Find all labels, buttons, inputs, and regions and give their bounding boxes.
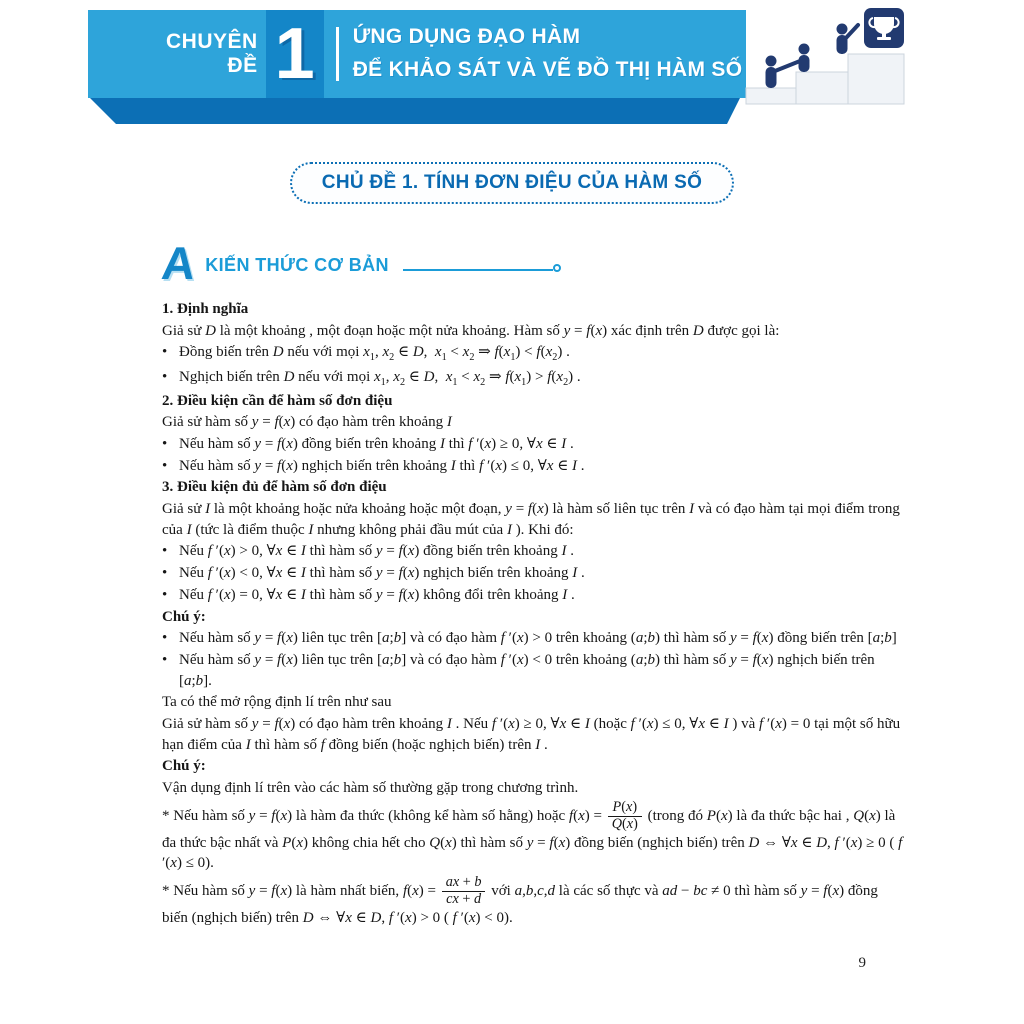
content-block <box>162 650 906 691</box>
content-block: Giả sử D là một khoảng , một đoạn hoặc một nửa khoảng. Hàm số y = f(x) xác định trên D được gọi là: <box>162 322 780 339</box>
bullet-text: Đồng biến trên D nếu với mọi $x_1$, $x_2$ ∈ D, $x_1 < x_2$ ⇒ $f(x_1) < f(x_2)$ . <box>179 344 570 364</box>
content-block: Giả sử hàm số y = f(x) có đạo hàm trên khoảng I <box>162 414 452 431</box>
bullet-icon: • <box>162 543 168 560</box>
content-block <box>162 541 906 562</box>
bullet-text: Nếu hàm số y = f(x) liên tục trên [a;b] và có đạo hàm f ′(x) < 0 trên khoảng (a;b) thì hàm số y = f(x) nghịch biến trên [a;b]. <box>179 651 875 689</box>
trophy-icon <box>864 8 904 48</box>
chapter-title <box>353 21 743 86</box>
content-block <box>162 367 906 390</box>
content-block: * Nếu hàm số y = f(x) là hàm đa thức (không kể hàm số hằng) hoặc f(x) = $\frac{P(x)}{Q(x)}$ (trong đó P(x) là đa thức bậc hai , Q(x) là đa thức bậc nhất và P(x) không chia hết cho Q(x) thì hàm số y = f(x) đồng biến (nghịch biến) trên D ⇔ ∀x ∈ D, f ′(x) ≥ 0 ( f ′(x) ≤ 0). <box>162 798 903 872</box>
content-block <box>162 456 906 477</box>
chapter-number: 1 <box>274 14 315 94</box>
content-block: 2. Điều kiện cần để hàm số đơn điệu <box>162 392 393 409</box>
bullet-icon: • <box>162 436 168 452</box>
chapter-label-line2: ĐỀ <box>227 54 258 77</box>
bullet-icon: • <box>162 586 168 603</box>
chapter-number-panel <box>266 10 324 98</box>
bullet-icon: • <box>162 368 168 385</box>
content-block: * Nếu hàm số y = f(x) là hàm nhất biến, f(x) = $\frac{ax + b}{cx + d}$ với a,b,c,d là các số thực và ad − bc ≠ 0 thì hàm số y = f(x) đồng biến (nghịch biến) trên D ⇔ ∀x ∈ D, f ′(x) > 0 ( f ′(x) < 0). <box>162 873 878 926</box>
bullet-icon: • <box>162 344 168 361</box>
bullet-icon: • <box>162 565 168 582</box>
content-block <box>162 585 906 606</box>
content-block: Vận dụng định lí trên vào các hàm số thường gặp trong chương trình. <box>162 780 579 796</box>
bullet-text: Nếu hàm số y = f(x) nghịch biến trên khoảng I thì f ′(x) ≤ 0, ∀x ∈ I . <box>179 457 585 474</box>
banner-background <box>88 10 746 98</box>
content-block: Giả sử I là một khoảng hoặc nửa khoảng hoặc một đoạn, y = f(x) là hàm số liên tục trên I và có đạo hàm tại mọi điểm trong của I (tức là điểm thuộc I nhưng không phải đầu mút của I ). Khi đó: <box>162 501 900 538</box>
section-letter-icon: A <box>159 237 199 289</box>
chapter-label <box>166 30 258 77</box>
bullet-text: Nếu f ′(x) > 0, ∀x ∈ I thì hàm số y = f(x) đồng biến trên khoảng I . <box>179 543 574 560</box>
content-block <box>162 342 906 365</box>
content-block: Giả sử hàm số y = f(x) có đạo hàm trên khoảng I . Nếu f ′(x) ≥ 0, ∀x ∈ I (hoặc f ′(x) ≤ 0, ∀x ∈ I ) và f ′(x) = 0 tại một số hữu hạn điểm của I thì hàm số f đồng biến (hoặc nghịch biến) trên I . <box>162 715 901 753</box>
section-line-dot <box>553 264 561 272</box>
topic-heading-pill: CHỦ ĐỀ 1. TÍNH ĐƠN ĐIỆU CỦA HÀM SỐ <box>290 162 734 204</box>
chapter-banner <box>88 10 906 130</box>
content-block: 1. Định nghĩa <box>162 301 249 318</box>
knowledge-content <box>162 299 906 928</box>
chapter-title-line1: ỨNG DỤNG ĐẠO HÀM <box>352 25 581 49</box>
bullet-icon: • <box>162 457 168 474</box>
content-block: Chú ý: <box>162 608 206 625</box>
bullet-text: Nghịch biến trên D nếu với mọi $x_1$, $x_2$ ∈ D, $x_1 < x_2$ ⇒ $f(x_1) > f(x_2)$ . <box>179 368 581 388</box>
bullet-text: Nếu hàm số y = f(x) liên tục trên [a;b] và có đạo hàm f ′(x) > 0 trên khoảng (a;b) thì hàm số y = f(x) đồng biến trên [a;b] <box>179 630 897 647</box>
chapter-title-line2: ĐỂ KHẢO SÁT VÀ VẼ ĐỒ THỊ HÀM SỐ <box>352 58 743 81</box>
banner-divider <box>336 27 339 81</box>
bullet-text: Nếu hàm số y = f(x) đồng biến trên khoảng I thì f ′(x) ≥ 0, ∀x ∈ I . <box>179 436 574 452</box>
content-block <box>162 434 906 455</box>
bullet-icon: • <box>162 630 168 647</box>
bullet-icon: • <box>162 651 168 668</box>
content-block: Ta có thể mở rộng định lí trên như sau <box>162 694 392 711</box>
content-block <box>162 628 906 649</box>
page-number: 9 <box>858 955 866 971</box>
chapter-label-line1: CHUYÊN <box>166 30 258 54</box>
bullet-text: Nếu f ′(x) < 0, ∀x ∈ I thì hàm số y = f(x) nghịch biến trên khoảng I . <box>179 565 585 582</box>
banner-ribbon <box>90 98 740 124</box>
content-block: 3. Điều kiện đủ để hàm số đơn điệu <box>162 479 387 496</box>
content-block: Chú ý: <box>162 758 206 775</box>
section-underline <box>403 269 553 271</box>
success-illustration <box>744 8 906 110</box>
section-title: KIẾN THỨC CƠ BẢN <box>205 255 389 276</box>
section-header <box>159 237 1024 289</box>
bullet-text: Nếu f ′(x) = 0, ∀x ∈ I thì hàm số y = f(x) không đổi trên khoảng I . <box>179 586 575 603</box>
content-block <box>162 563 906 584</box>
